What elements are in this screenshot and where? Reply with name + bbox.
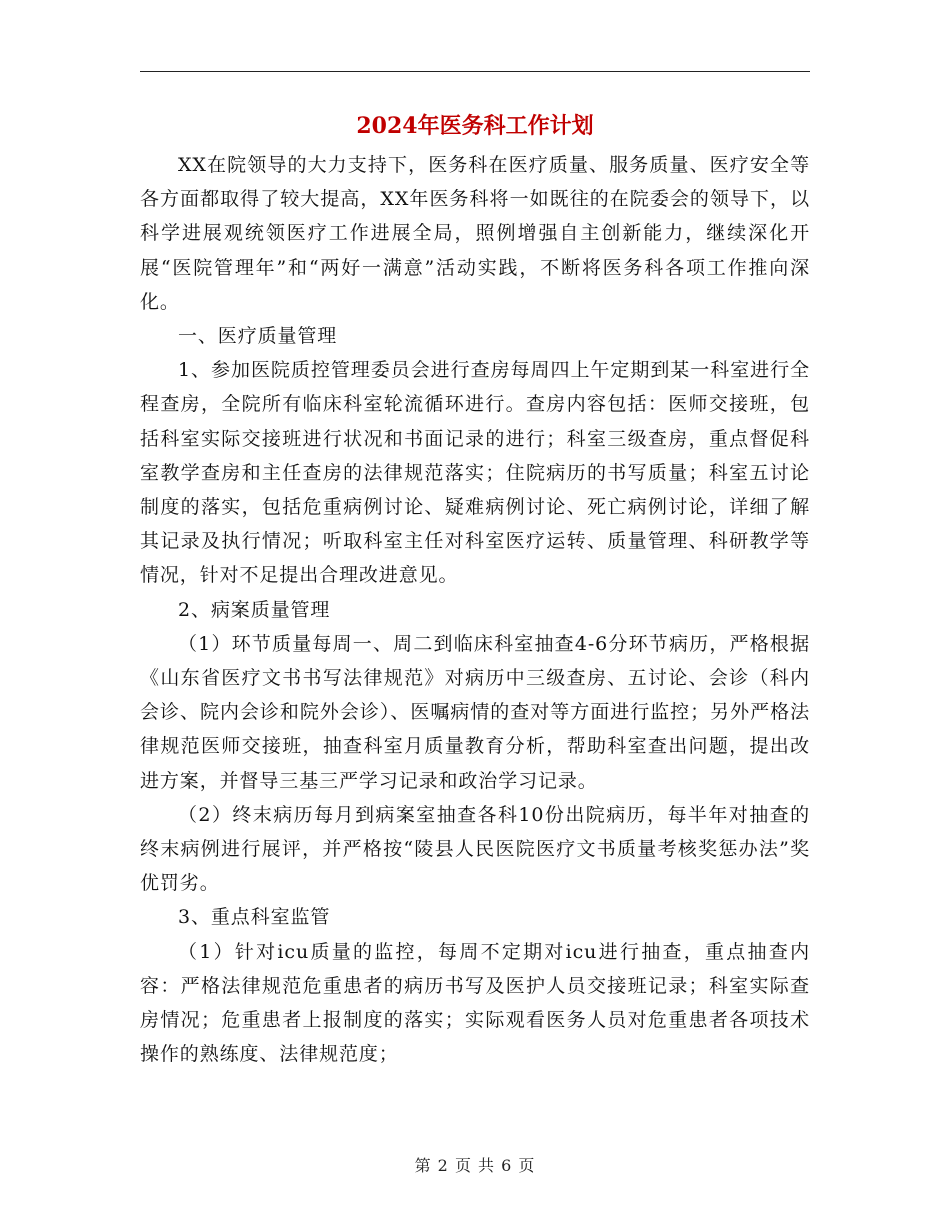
section-heading-quality: 一、医疗质量管理 (178, 325, 338, 348)
paragraph-process-quality: （1）环节质量每周一、周二到临床科室抽查4-6分环节病历，严格根据《山东省医疗文书书写法律规范》对病历中三级查房、五讨论、会诊（科内会诊、院内会诊和院外会诊）、医嘱病情的查对等方面进行监控；另外严格法律规范医师交接班，抽查科室月质量教育分析，帮助科室查出问题，提出改进方案，并督导三基三严学习记录和政治学习记录。 (140, 632, 810, 792)
header-rule (140, 71, 810, 72)
paragraph-icu: （1）针对icu质量的监控，每周不定期对icu进行抽查，重点抽查内容：严格法律规范危重患者的病历书写及医护人员交接班记录；科室实际查房情况；危重患者上报制度的落实；实际观看医务人员对危重患者各项技术操作的熟练度、法律规范度； (140, 940, 810, 1066)
page-footer: 第 2 页 共 6 页 (414, 1156, 536, 1175)
paragraph-final-records: （2）终末病历每月到病案室抽查各科10份出院病历，每半年对抽查的终末病例进行展评，并严格按“陵县人民医院医疗文书质量考核奖惩办法”奖优罚劣。 (140, 803, 810, 895)
subheading-case-records: 2、病案质量管理 (178, 598, 331, 621)
paragraph-rounds: 1、参加医院质控管理委员会进行查房每周四上午定期到某一科室进行全程查房，全院所有临床科室轮流循环进行。查房内容包括：医师交接班，包括科室实际交接班进行状况和书面记录的进行；科室三级查房，重点督促科室教学查房和主任查房的法律规范落实；住院病历的书写质量；科室五讨论制度的落实，包括危重病例讨论、疑难病例讨论、死亡病例讨论，详细了解其记录及执行情况；听取科室主任对科室医疗运转、质量管理、科研教学等情况，针对不足提出合理改进意见。 (140, 359, 810, 587)
subheading-key-departments: 3、重点科室监管 (178, 906, 331, 929)
document-title: 2024年医务科工作计划 (356, 113, 594, 139)
document-body (140, 148, 810, 1071)
intro-paragraph: XX在院领导的大力支持下，医务科在医疗质量、服务质量、医疗安全等各方面都取得了较大提高，XX年医务科将一如既往的在院委会的领导下，以科学进展观统领医疗工作进展全局，照例增强自主创新能力，继续深化开展“医院管理年”和“两好一满意”活动实践，不断将医务科各项工作推向深化。 (140, 154, 810, 313)
